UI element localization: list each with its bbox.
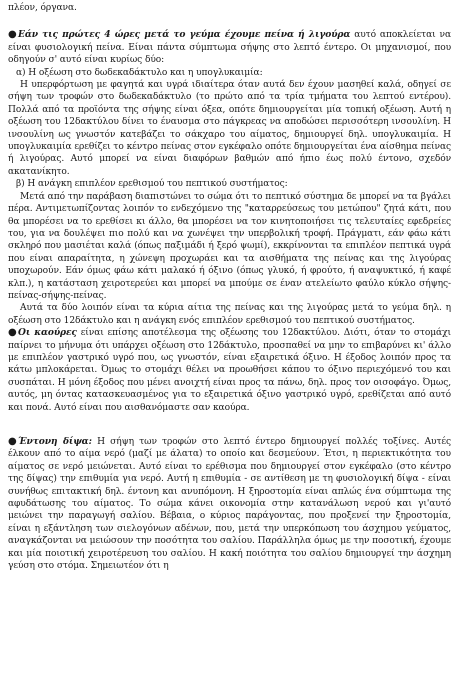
paragraph-b1: Μετά από την παράβαση διαπιστώνει το σώμα ότι το πεπτικό σύστημα δε μπορεί να τα βγάλει πέρα. Αντιμετωπίζοντας λοιπόν το ενδεχόμενο της "καταρρεύσεως του μετώπου" ζητά κάτι, που θα μπορέσει να το ερεθίσει κι άλλο, θα μπορέσει να τον κινητοποιήσει τις τελευταίες εφεδρείες του, για να δουλέψει πιο πολύ και να χωνέψει την υπερβολική τροφή. Πράγματι, εάν φάω κάτι σκληρό που μασιέται καλά (όπως παξιμάδι ή ξερό ψωμί), εκκρίνονται τα επιπλέον πεπτικά υγρά που είναι απαραίτητα, η χώνεψη προχωράει και τα αισθήματα της πείνας και της λιγούρας υποχωρούν. Εάν όμως φάω κάτι μαλακό ή όξινο (όπως γλυκό, ή φρούτο, ή αναψυκτικό, ή καφέ κλπ.), η κατάσταση χειροτερεύει και μπορεί να μπούμε σε έναν ατελείωτο φαύλο κύκλο σήψης-πείνας-σήψης-πείνας. bbox=[8, 191, 451, 301]
bullet-icon: ● bbox=[8, 327, 17, 339]
bullet-icon: ● bbox=[8, 436, 17, 447]
section-heartburn-lead: Οι καούρες bbox=[18, 327, 77, 339]
section-heartburn bbox=[8, 327, 451, 414]
paragraph-a1: Η υπερφόρτωση με φαγητά και υγρά ιδιαίτερα όταν αυτά δεν έχουν μασηθεί καλά, οδηγεί σε σήψη των τροφών στο δωδεκαδάκτυλο (το πρώτο από τα τρία τμήματα του λεπτού εντέρου). Πολλά από τα προϊόντα της σήψης είναι όξεα, οπότε δημιουργείται μία τοπική οξέωση. Αυτή η οξέωση του 12δακτύλου δίνει το έναυσμα στο πάγκρεας να αποδώσει περισσότερη ινσουλίνη. Η ινσουλίνη ως γνωστόν κατεβάζει το σάκχαρο του αίματος, δημιουργεί δηλ. υπογλυκαιμία. Η υπογλυκαιμία ερεθίζει το κέντρο πείνας στον εγκέφαλο οπότε δημιουργείται ένα αίσθημα πείνας ή λιγούρας. Αυτό μπορεί να είναι διαφόρων βαθμών από ήπιο έως πολύ έντονο, σχεδόν ακατανίκητο. bbox=[8, 80, 451, 177]
section-thirst-lead: Έντονη δίψα: bbox=[18, 436, 92, 447]
document-page bbox=[8, 2, 451, 572]
section-hunger bbox=[8, 29, 451, 66]
section-hunger-lead: Εάν τις πρώτες 4 ώρες μετά το γεύμα έχουμε πείνα ή λιγούρα bbox=[18, 29, 351, 41]
subheading-a: α) Η οξέωση στο δωδεκαδάκτυλο και η υπογλυκαιμία: bbox=[16, 67, 263, 78]
subheading-b: β) Η ανάγκη επιπλέον ερεθισμού του πεπτικού συστήματος: bbox=[16, 179, 288, 190]
intro-line: πλέον, όργανα. bbox=[8, 3, 77, 13]
section-thirst bbox=[8, 436, 451, 572]
paragraph-b2: Αυτά τα δύο λοιπόν είναι τα κύρια αίτια της πείνας και της λιγούρας μετά το γεύμα δηλ. η οξέωση στο 12δάκτυλο και η ανάγκη ενός επιπλέον ερεθισμού του πεπτικού συστήματος. bbox=[8, 303, 451, 326]
bullet-icon: ● bbox=[8, 29, 17, 41]
section-hunger-text: αυτό αποκλείεται να είναι φυσιολογική πείνα. Είναι πάντα σύμπτωμα σήψης στο λεπτό έντερο. Οι μηχανισμοί, που οδηγούν σ' αυτό είναι κυρίως δύο: bbox=[8, 30, 451, 66]
section-thirst-text: Η σήψη των τροφών στο λεπτό έντερο δημιουργεί πολλές τοξίνες. Αυτές έλκουν από το αίμα νερό (μαζί με άλατα) το οποίο και δεσμεύουν. Έτσι, η περιεκτικότητα του αίματος σε νερό μειώνεται. Αυτό είναι το ερέθισμα που δημιουργεί στον εγκέφαλο (στο κέντρο της δίψας) την επιθυμία για νερό. Αυτή η επιθυμία - σε αντίθεση με τη φυσιολογική δίψα - είναι συνήθως επιτακτική δηλ. έντονη και ανυπόμονη. Η ξηροστομία είναι απλώς ένα σύμπτωμα της αφυδάτωσης του αίματος. Το σώμα κάνει οικονομία στην κατανάλωση νερού και γι'αυτό μειώνει την παραγωγή σαλίου. Βέβαια, ο κύριος παράγοντας, που προξενεί την ξηροστομία, είναι η εξάντληση των σιελογόνων αδένων, που, μετά την υπερκόπωση του άσχημου γεύματος, αναγκάζονται να μειώσουν την ποσότητα του σαλίου. Παράλληλα όμως με την ποσοτική, έχουμε και μία ποιοτική χειροτέρευση του σαλίου. Η κακή ποιότητα του σαλίου δημιουργεί την άσχημη γεύση στο στόμα. Σημειωτέον ότι η bbox=[8, 437, 452, 572]
section-heartburn-text: είναι επίσης αποτέλεσμα της οξέωσης του 12δακτύλου. Διότι, όταν το στομάχι παίρνει το μήνυμα ότι υπάρχει οξέωση στο 12δάκτυλο, προσπαθεί να μην το επιβαρύνει κι' άλλο με επιπλέον γαστρικό υγρό που, ως γνωστόν, είναι εξαιρετικά όξινο. Η έξοδος λοιπόν προς τα κάτω μπλοκάρεται. Όμως το στομάχι θέλει να προωθήσει κάπου το όξινο περιεχόμενό του και συσπάται. Η μόνη έξοδος που μένει ανοιχτή είναι προς τα πάνω, δηλ. προς τον οισοφάγο. Όμως, αυτός, μη όντας κατασκευασμένος για το εξαιρετικά όξινο γαστρικό υγρό, ερεθίζεται από αυτό και πονά. Αυτό είναι που αισθανόμαστε σαν καούρα. bbox=[8, 328, 451, 413]
